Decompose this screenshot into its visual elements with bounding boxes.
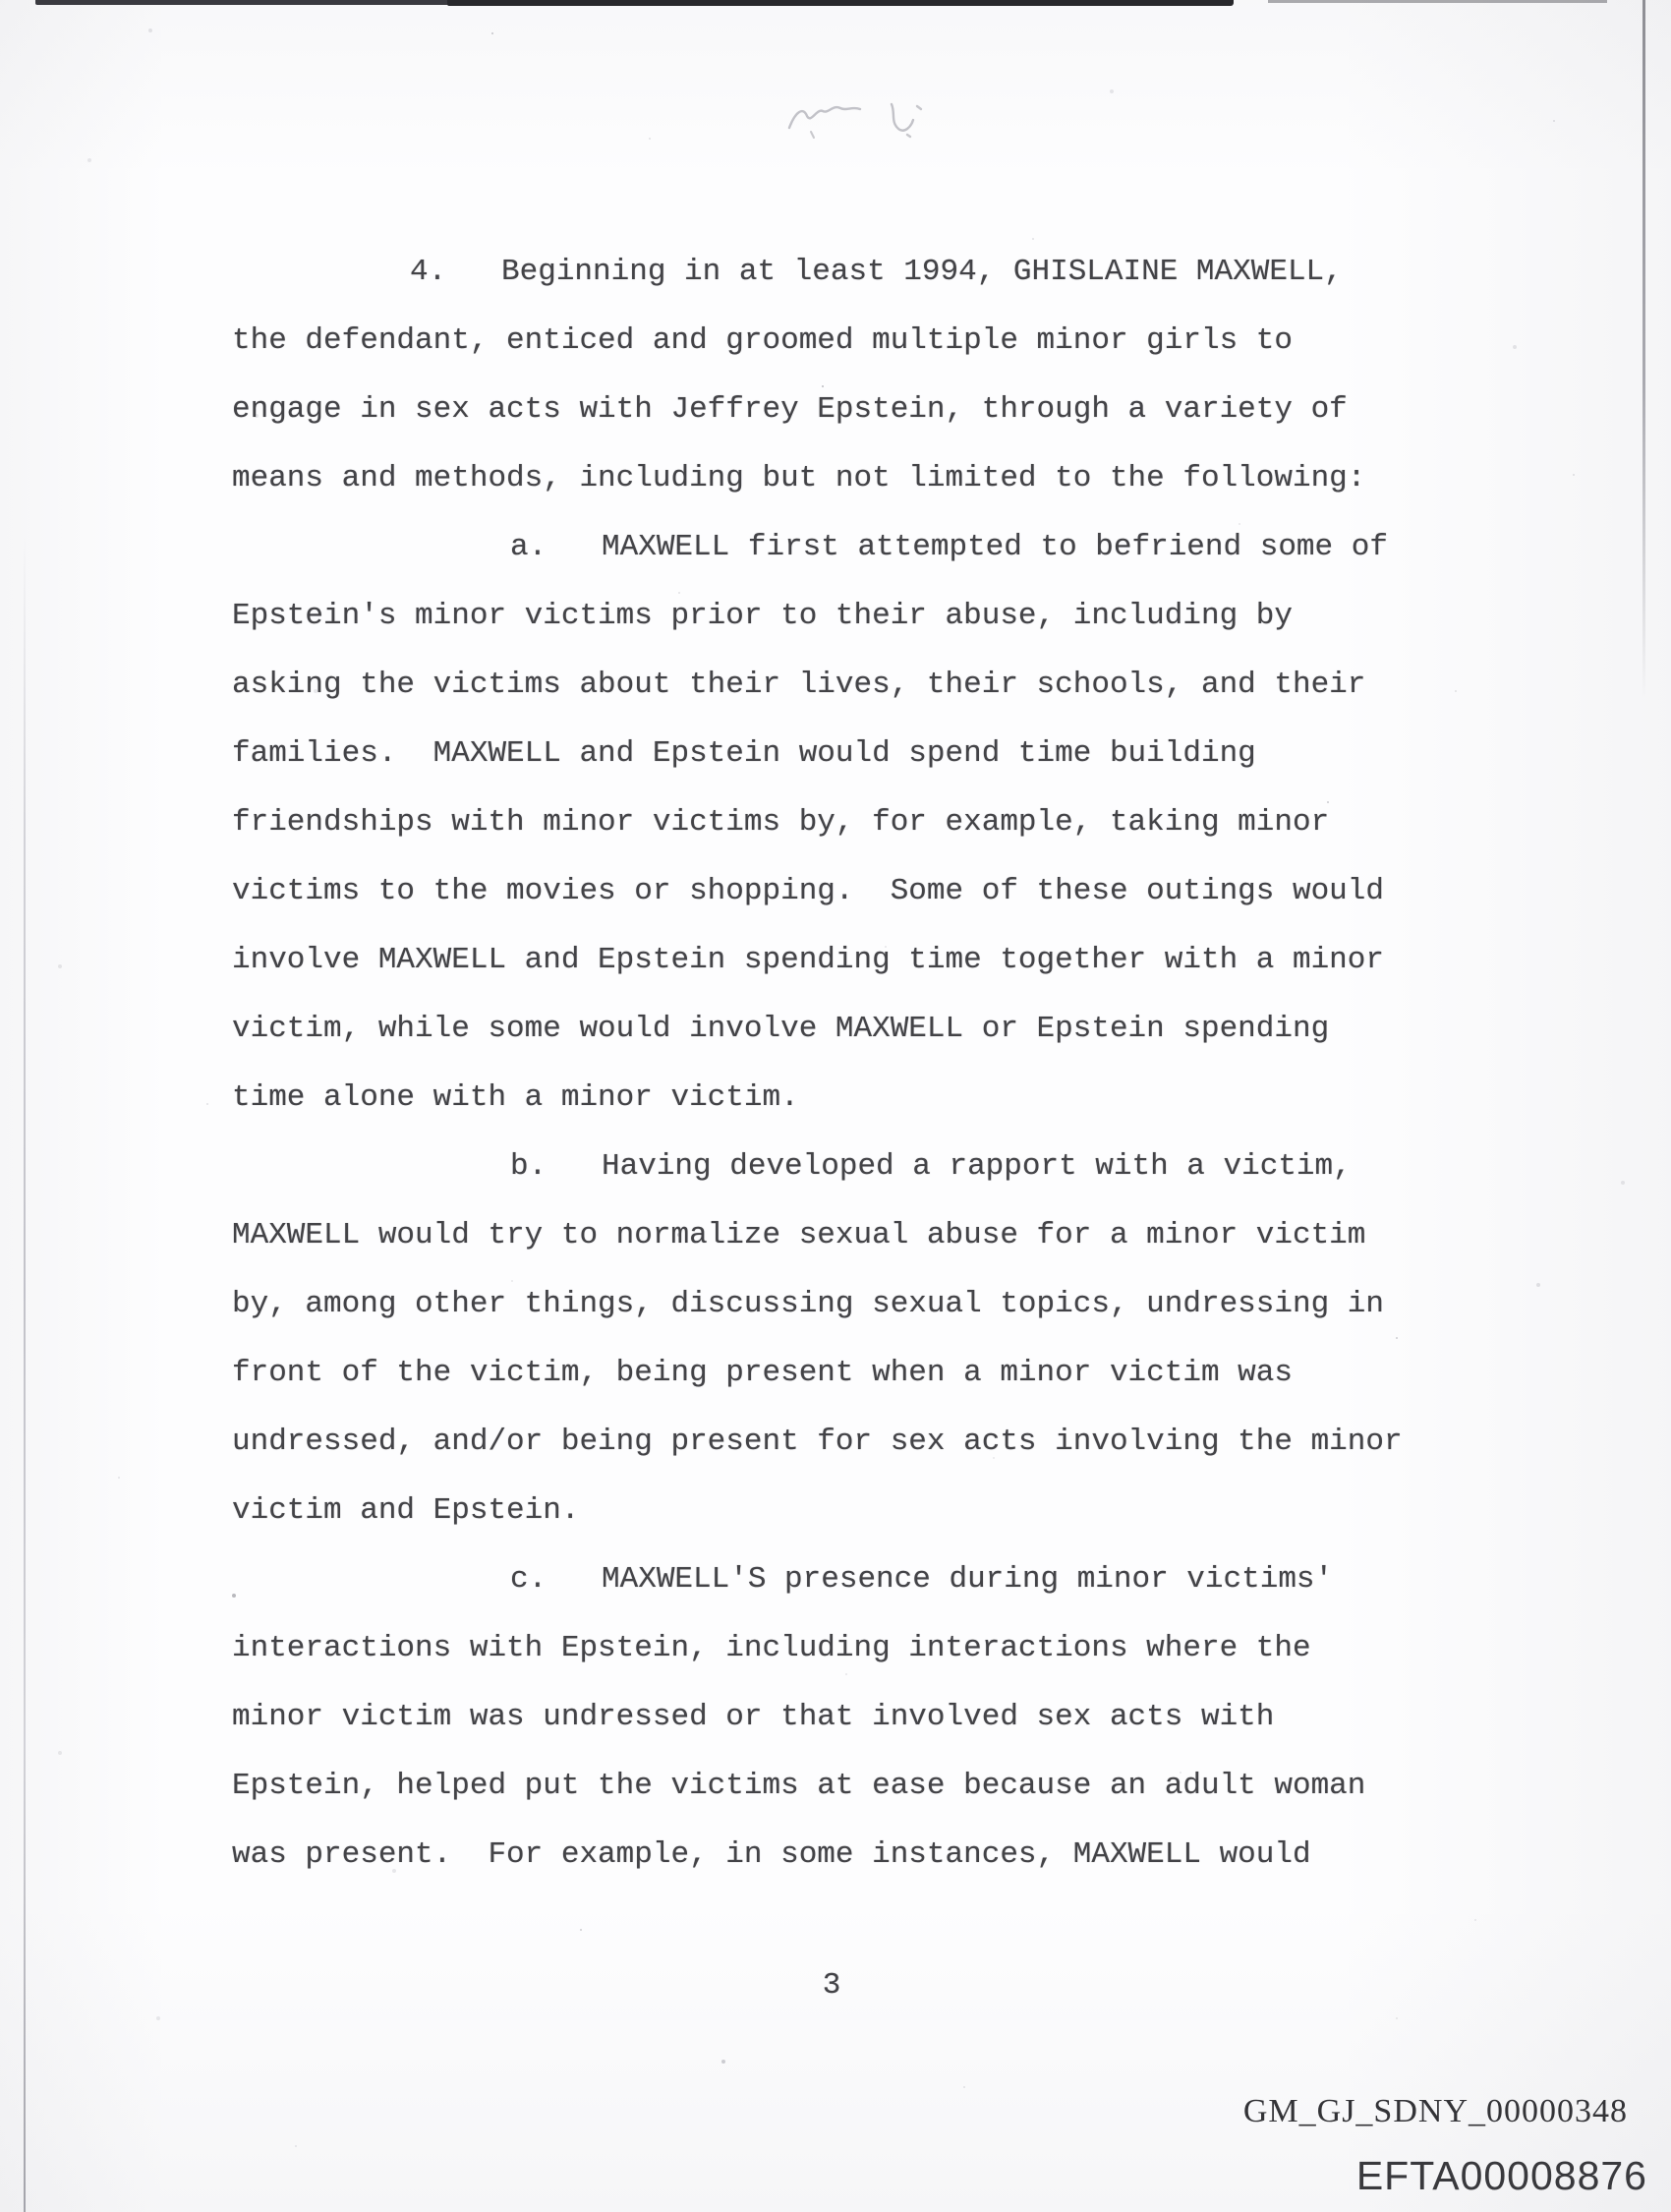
text-line: friendships with minor victims by, for example, taking minor xyxy=(232,805,1330,840)
scan-edge-artifact-top xyxy=(1268,0,1607,3)
scan-line-right xyxy=(1642,0,1645,698)
scan-edge-artifact-top xyxy=(35,0,452,5)
text-line: asking the victims about their lives, their schools, and their xyxy=(232,668,1366,702)
text-line: was present. For example, in some instances, MAXWELL would xyxy=(232,1837,1311,1872)
text-line: involve MAXWELL and Epstein spending time together with a minor xyxy=(232,943,1384,977)
scan-noise-speckles xyxy=(0,0,2,2)
text-line: time alone with a minor victim. xyxy=(232,1080,799,1115)
text-line: victim and Epstein. xyxy=(232,1493,580,1528)
scan-edge-artifact-top xyxy=(447,0,1234,6)
text-line: undressed, and/or being present for sex acts involving the minor xyxy=(232,1425,1403,1459)
document-body xyxy=(232,238,1451,1890)
page-number: 3 xyxy=(822,1968,841,2003)
text-line: means and methods, including but not limited to the following: xyxy=(232,461,1366,495)
text-line: Epstein's minor victims prior to their abuse, including by xyxy=(232,599,1293,633)
text-line: victims to the movies or shopping. Some of these outings would xyxy=(232,874,1384,908)
bates-stamp-gm: GM_GJ_SDNY_00000348 xyxy=(1242,2093,1628,2129)
text-line: a. MAXWELL first attempted to befriend some of xyxy=(510,530,1388,564)
text-line: minor victim was undressed or that involved sex acts with xyxy=(232,1700,1275,1734)
text-line: front of the victim, being present when a minor victim was xyxy=(232,1356,1293,1390)
text-line: families. MAXWELL and Epstein would spend time building xyxy=(232,736,1256,771)
text-line: c. MAXWELL'S presence during minor victims' xyxy=(510,1562,1334,1597)
text-line: the defendant, enticed and groomed multiple minor girls to xyxy=(232,323,1293,358)
bates-stamp-efta: EFTA00008876 xyxy=(1355,2153,1647,2198)
text-line: Epstein, helped put the victims at ease because an adult woman xyxy=(232,1769,1366,1803)
text-line: 4. Beginning in at least 1994, GHISLAINE MAXWELL, xyxy=(410,255,1343,289)
text-line: interactions with Epstein, including interactions where the xyxy=(232,1631,1311,1665)
text-line: b. Having developed a rapport with a victim, xyxy=(510,1149,1352,1184)
text-line: MAXWELL would try to normalize sexual abuse for a minor victim xyxy=(232,1218,1366,1252)
scan-line-left xyxy=(24,536,26,2212)
text-line: engage in sex acts with Jeffrey Epstein, through a variety of xyxy=(232,392,1348,427)
text-line: victim, while some would involve MAXWELL or Epstein spending xyxy=(232,1012,1330,1046)
text-line: by, among other things, discussing sexual topics, undressing in xyxy=(232,1287,1384,1321)
pen-smudge-mark xyxy=(781,81,958,154)
